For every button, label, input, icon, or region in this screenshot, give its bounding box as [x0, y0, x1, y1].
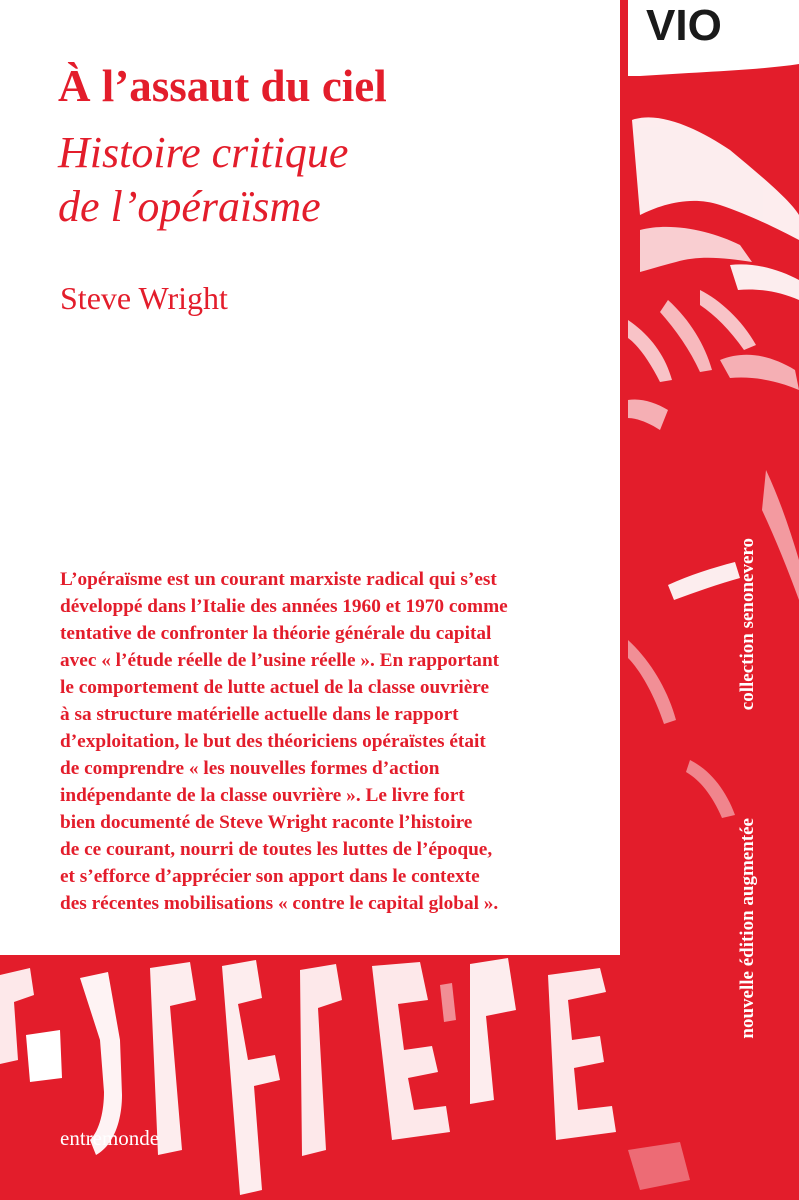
blurb-line: indépendante de la classe ouvrière ». Le livre fort [60, 785, 465, 806]
subtitle-line: de l’opéraïsme [58, 182, 321, 231]
blurb-line: développé dans l’Italie des années 1960 et 1970 comme [60, 596, 508, 617]
book-subtitle [58, 126, 348, 234]
blurb-line: L’opéraïsme est un courant marxiste radical qui s’est [60, 569, 497, 590]
blurb-line: tentative de confronter la théorie générale du capital [60, 623, 492, 644]
banner-graphic [628, 0, 799, 76]
banner-lettering: VIO [646, 1, 722, 50]
blurb-line: et s’efforce d’apprécier son apport dans le contexte [60, 866, 480, 887]
blurb-line: de comprendre « les nouvelles formes d’action [60, 758, 440, 779]
collection-label: collection senonevero [737, 538, 758, 711]
edition-label: nouvelle édition augmentée [737, 818, 758, 1039]
book-title: À l’assaut du ciel [58, 61, 387, 111]
figure-texture [628, 117, 799, 818]
blurb-line: des récentes mobilisations « contre le capital global ». [60, 893, 499, 914]
blurb-line: avec « l’étude réelle de l’usine réelle ». En rapportant [60, 650, 500, 671]
blurb-line: à sa structure matérielle actuelle dans le rapport [60, 704, 459, 725]
blurb-line: le comportement de lutte actuel de la classe ouvrière [60, 677, 490, 698]
back-blurb [60, 566, 605, 917]
blurb-line: de ce courant, nourri de toutes les luttes de l’époque, [60, 839, 493, 860]
blurb-line: bien documenté de Steve Wright raconte l’histoire [60, 812, 473, 833]
publisher-name: entremonde [60, 1126, 160, 1150]
author-name: Steve Wright [60, 280, 228, 316]
blurb-line: d’exploitation, le but des théoriciens opéraïstes était [60, 731, 486, 752]
painted-letters [0, 958, 690, 1195]
subtitle-line: Histoire critique [58, 128, 349, 177]
